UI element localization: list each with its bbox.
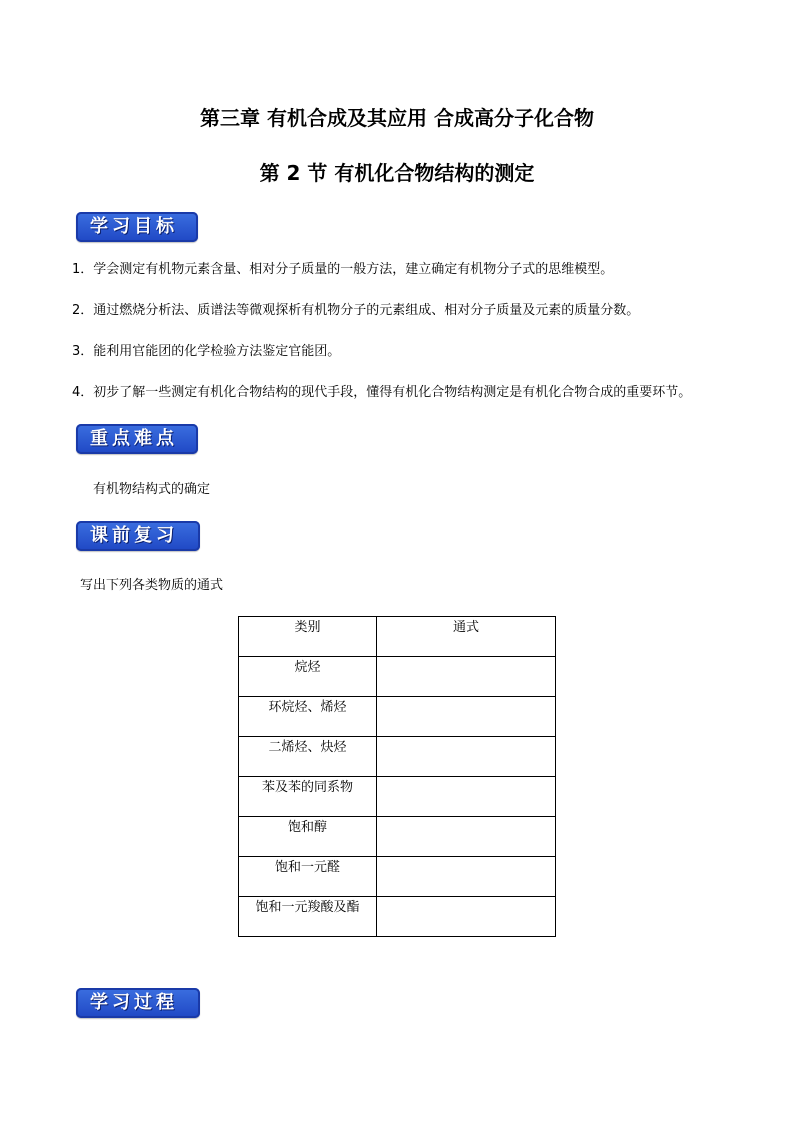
table-row [239,777,556,817]
category-cell: 饱和醇 [239,817,377,857]
formula-blank-cell[interactable] [377,777,556,817]
table-row [239,657,556,697]
chapter-title: 第三章 有机合成及其应用 合成高分子化合物 [200,106,594,130]
table-row [239,737,556,777]
formula-blank-cell[interactable] [377,657,556,697]
formula-blank-cell[interactable] [377,697,556,737]
formula-blank-cell[interactable] [377,857,556,897]
category-cell: 二烯烃、炔烃 [239,737,377,777]
section-title: 第 2 节 有机化合物结构的测定 [259,161,535,185]
key-points-text: 有机物结构式的确定 [93,482,211,497]
table-row [239,857,556,897]
review-instruction: 写出下列各类物质的通式 [80,578,224,593]
objectives-heading-badge: 学习目标 [76,212,198,242]
header-formula: 通式 [377,617,556,657]
general-formula-table [238,616,556,937]
category-cell: 苯及苯的同系物 [239,777,377,817]
category-cell: 环烷烃、烯烃 [239,697,377,737]
key-points-heading-badge: 重点难点 [76,424,198,454]
review-heading-badge: 课前复习 [76,521,200,551]
formula-blank-cell[interactable] [377,897,556,937]
table-header-row [239,617,556,657]
objective-item: 1．学会测定有机物元素含量、相对分子质量的一般方法，建立确定有机物分子式的思维模型。 [72,262,614,277]
table-row [239,817,556,857]
formula-blank-cell[interactable] [377,817,556,857]
table-row [239,897,556,937]
category-cell: 烷烃 [239,657,377,697]
objective-item: 2．通过燃烧分析法、质谱法等微观探析有机物分子的元素组成、相对分子质量及元素的质量分数。 [72,303,640,318]
table-row [239,697,556,737]
header-category: 类别 [239,617,377,657]
category-cell: 饱和一元羧酸及酯 [239,897,377,937]
formula-blank-cell[interactable] [377,737,556,777]
category-cell: 饱和一元醛 [239,857,377,897]
process-heading-badge: 学习过程 [76,988,200,1018]
objective-item: 3．能利用官能团的化学检验方法鉴定官能团。 [72,344,341,359]
objective-item: 4．初步了解一些测定有机化合物结构的现代手段，懂得有机化合物结构测定是有机化合物合成的重要环节。 [72,385,692,400]
